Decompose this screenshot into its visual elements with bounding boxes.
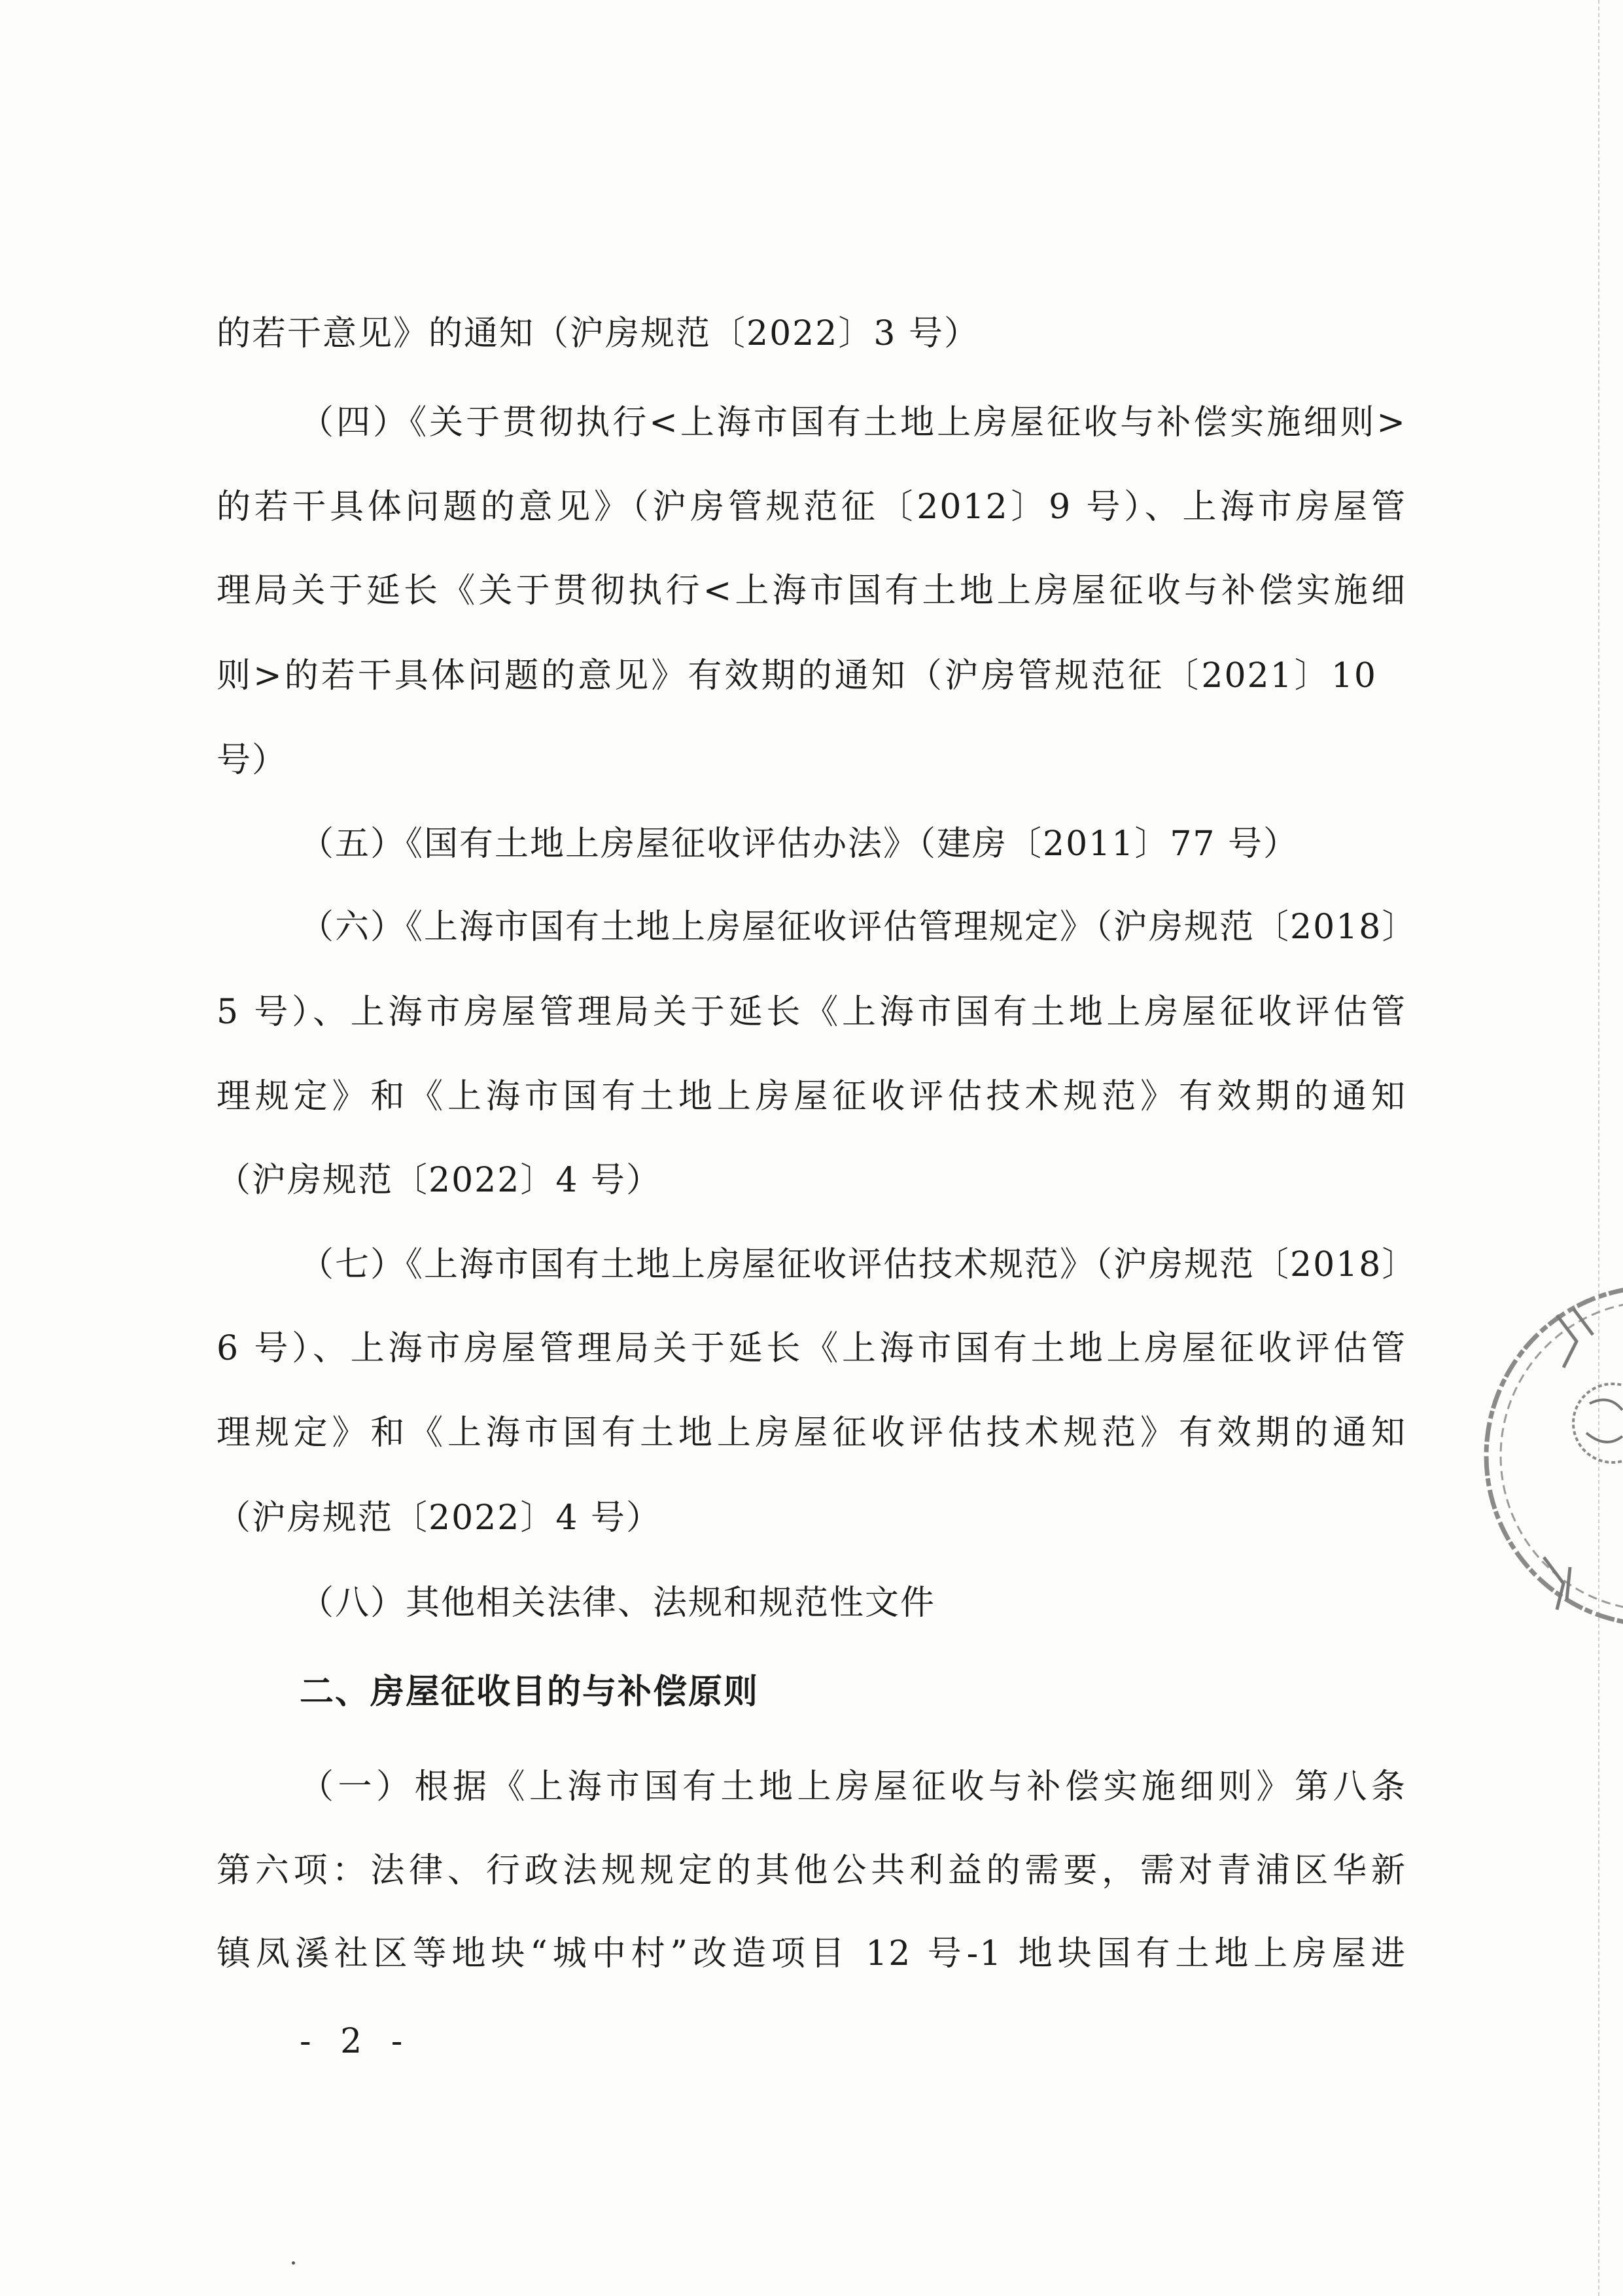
text-line-7: （五）《国有土地上房屋征收评估办法》（建房〔2011〕77 号）: [300, 824, 1299, 864]
text-line-14: 理规定》和《上海市国有土地上房屋征收评估技术规范》有效期的通知: [217, 1413, 1406, 1453]
text-line-1: 的若干意见》的通知（沪房规范〔2022〕3 号）: [217, 314, 979, 353]
text-line-2: （四）《关于贯彻执行<上海市国有土地上房屋征收与补偿实施细则>: [300, 403, 1406, 442]
text-line-3: 的若干具体问题的意见》（沪房管规范征〔2012〕9 号）、上海市房屋管: [217, 487, 1406, 527]
text-line-8: （六）《上海市国有土地上房屋征收评估管理规定》（沪房规范〔2018〕: [300, 908, 1418, 947]
page-number: - 2 -: [300, 2022, 412, 2061]
text-line-10: 理规定》和《上海市国有土地上房屋征收评估技术规范》有效期的通知: [217, 1077, 1406, 1116]
text-line-9: 5 号）、上海市房屋管理局关于延长《上海市国有土地上房屋征收评估管: [217, 993, 1406, 1032]
text-line-4: 理局关于延长《关于贯彻执行<上海市国有土地上房屋征收与补偿实施细: [217, 571, 1406, 610]
scan-edge-line: [1598, 0, 1599, 2296]
text-line-15: （沪房规范〔2022〕4 号）: [217, 1498, 661, 1538]
text-line-16: （八）其他相关法律、法规和规范性文件: [300, 1583, 936, 1623]
text-line-20: 镇凤溪社区等地块“城中村”改造项目 12 号-1 地块国有土地上房屋进: [217, 1934, 1406, 1973]
seal-fragment: [1459, 1269, 1623, 1649]
text-line-12: （七）《上海市国有土地上房屋征收评估技术规范》（沪房规范〔2018〕: [300, 1245, 1418, 1284]
text-line-19: 第六项：法律、行政法规规定的其他公共利益的需要，需对青浦区华新: [217, 1851, 1406, 1890]
text-line-11: （沪房规范〔2022〕4 号）: [217, 1161, 661, 1200]
text-line-18: （一）根据《上海市国有土地上房屋征收与补偿实施细则》第八条: [300, 1767, 1406, 1807]
section-heading: 二、房屋征收目的与补偿原则: [300, 1672, 759, 1712]
text-line-13: 6 号）、上海市房屋管理局关于延长《上海市国有土地上房屋征收评估管: [217, 1329, 1406, 1368]
scan-speck: [292, 2261, 295, 2265]
text-line-6: 号）: [217, 741, 288, 780]
text-line-5: 则>的若干具体问题的意见》有效期的通知（沪房管规范征〔2021〕10: [217, 656, 1377, 696]
